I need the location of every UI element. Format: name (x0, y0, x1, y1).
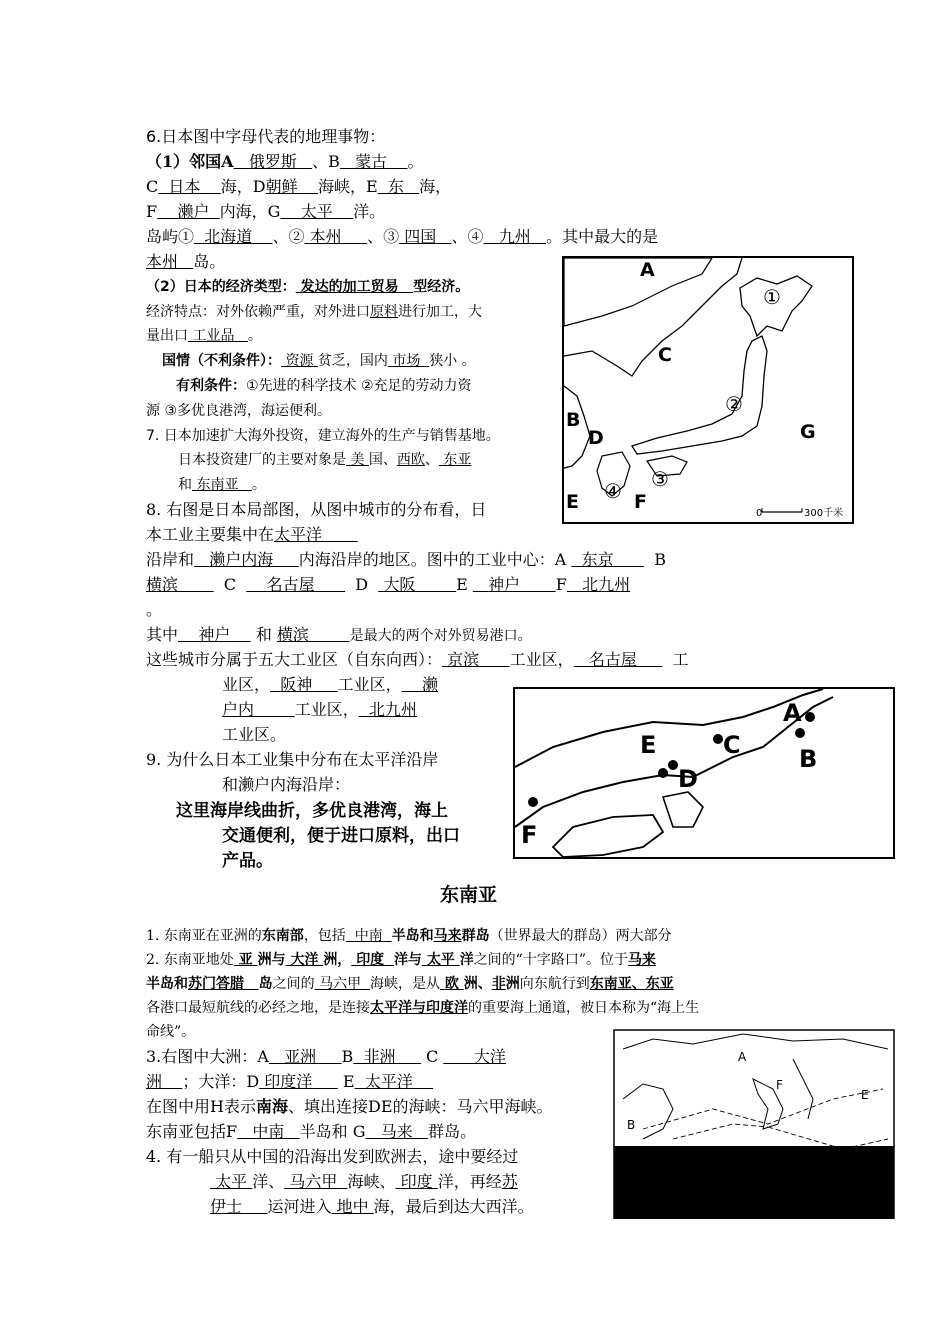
answer-map-indochina[interactable]: 中南 (252, 1122, 285, 1141)
map1-label-d: D (588, 427, 604, 449)
map3-label-e: E (861, 1088, 869, 1102)
zones-line-2: 业区， 阪神 工业区， 濑 (222, 675, 439, 694)
q6-seas: C 日本 海，D朝鲜 海峡，E 东 海， (146, 177, 452, 196)
answer-map-oceania-a[interactable]: 大洋 (473, 1047, 506, 1066)
map1-label-g: G (800, 421, 816, 443)
q6-largest: 本州 岛。 (146, 252, 226, 271)
answer-market[interactable]: 市场 (392, 353, 421, 369)
section-heading: 东南亚 (440, 884, 498, 906)
sea-q3-2: 洲 ；大洋：D 印度洋 E 太平洋 (146, 1072, 413, 1091)
answer-tokyo[interactable]: 东京 (581, 550, 614, 569)
answer-korea-strait[interactable]: 朝鲜 (265, 177, 298, 196)
map2-label-a: A (783, 699, 802, 727)
answer-east-asia[interactable]: 东亚 (443, 452, 472, 468)
answer-west-europe[interactable]: 西欧 (396, 452, 425, 468)
answer-pacific[interactable]: 太平 (300, 202, 333, 221)
sea-q1: 1. 东南亚在亚洲的东南部，包括 中南 半岛和马来群岛（世界最大的群岛）两大部分 (146, 928, 672, 944)
map1-label-b: B (566, 409, 581, 431)
conditions-favorable-1: 有利条件：①先进的科学技术 ②充足的劳动力资 (176, 378, 472, 394)
map1-label-e: E (566, 491, 579, 513)
answer-hokkaido[interactable]: 北海道 (204, 227, 253, 246)
answer-honshu[interactable]: 本州 (309, 227, 342, 246)
answer-kobe-port[interactable]: 神户 (198, 625, 231, 644)
q9-line-1: 9. 为什么日本工业集中分布在太平洋沿岸 (146, 750, 439, 769)
q6-title: 6.日本图中字母代表的地理事物： (146, 127, 386, 146)
answer-japan-sea[interactable]: 日本 (168, 177, 201, 196)
answer-two-oceans[interactable]: 太平洋与印度洋 (370, 1000, 468, 1016)
q7-line-1: 7. 日本加速扩大海外投资，建立海外的生产与销售基地。 (146, 428, 500, 444)
answer-indochina[interactable]: 中南 (354, 928, 383, 944)
answer-pacific-2[interactable]: 太平 (426, 952, 455, 968)
sea-q4-2: 太平 洋、 马六甲 海峡、 印度 洋，再经苏 (215, 1172, 518, 1191)
map1-label-c: C (658, 344, 672, 366)
answer-route-suez-b[interactable]: 伊士 (210, 1197, 243, 1216)
q9-answer-3: 产品。 (222, 851, 273, 871)
answer-pacific-coast[interactable]: 太平洋 (274, 525, 323, 544)
map1-label-3: ③ (651, 467, 669, 491)
q8-line-4: 横滨 C 名古屋 D 大阪 E 神户 F 北九州 (146, 575, 631, 594)
answer-africa[interactable]: 非 (491, 976, 506, 992)
answer-southeast-asia[interactable]: 东南亚 (196, 477, 239, 493)
zones-line-4: 工业区。 (222, 725, 287, 744)
conditions-favorable-2: 源 ③多优良港湾，海运便利。 (146, 403, 332, 419)
econ-feature-1: 经济特点：对外依赖严重，对外进口原料进行加工，大 (146, 304, 482, 320)
answer-route-indian[interactable]: 印度 (400, 1172, 433, 1191)
answer-seto-inland[interactable]: 濑户内海 (209, 550, 274, 569)
answer-mongolia[interactable]: 蒙古 (355, 152, 388, 171)
answer-nagoya[interactable]: 名古屋 (266, 575, 315, 594)
sea-q3-3: 在图中用H表示南海、填出连接DE的海峡：马六甲海峡。 (146, 1097, 553, 1116)
answer-shikoku[interactable]: 四国 (404, 227, 437, 246)
answer-europe[interactable]: 欧 (444, 976, 459, 992)
map2-label-c: C (723, 731, 741, 759)
answer-industrial-goods[interactable]: 工业品 (192, 328, 235, 344)
answer-map-oceania-b[interactable]: 洲 (146, 1072, 163, 1091)
conditions-unfavorable: 国情（不利条件）： 资源 贫乏，国内 市场 狭小 。 (162, 353, 476, 369)
q8-line-3: 沿岸和 濑户内海 内海沿岸的地区。图中的工业中心：A 东京 B (146, 550, 667, 569)
answer-oceania[interactable]: 大洋 (290, 952, 319, 968)
answer-yokohama[interactable]: 横滨 (146, 575, 179, 594)
map2-label-e: E (640, 731, 657, 759)
map1-label-f: F (634, 491, 647, 513)
answer-seto-zone-b[interactable]: 户内 (222, 700, 255, 719)
map1-label-4: ④ (604, 479, 622, 503)
map1-label-a: A (640, 259, 655, 281)
q7-line-3: 和 东南亚 。 (178, 477, 266, 493)
sea-q2-4: 命线”。 (146, 1024, 196, 1040)
answer-resource[interactable]: 资源 (285, 353, 314, 369)
sea-q4-3: 伊士 运河进入 地中 海，最后到达大西洋。 (210, 1197, 534, 1216)
q8-line-5: 。 (146, 600, 163, 619)
q6-islands: 岛屿① 北海道 、② 本州 、③ 四国 、④ 九州 。其中最大的是 (146, 227, 659, 246)
answer-route-pacific[interactable]: 太平 (215, 1172, 248, 1191)
answer-destinations[interactable]: 东南亚、东亚 (589, 976, 674, 992)
answer-indian[interactable]: 印度 (356, 952, 385, 968)
q9-answer-1: 这里海岸线曲折，多优良港湾，海上 (176, 801, 448, 821)
map1-label-1: ① (763, 285, 781, 309)
answer-econ-type[interactable]: 发达的加工贸易 (300, 279, 399, 295)
answer-kitakyushu-zone[interactable]: 北九州 (368, 700, 417, 719)
answer-route-suez-a[interactable]: 苏 (501, 1172, 518, 1191)
sea-q3-1: 3.右图中大洲：A 亚洲 B 非洲 C 大洋 (146, 1047, 506, 1066)
econ-feature-2: 量出口 工业品 。 (146, 328, 262, 344)
map1-label-2: ② (725, 392, 743, 416)
sea-q2-2: 半岛和苏门答腊 岛之间的 马六甲 海峡，是从 欧 洲、非洲向东航行到东南亚、东亚 (146, 976, 674, 992)
q9-line-2: 和濑户内海沿岸： (222, 775, 351, 794)
answer-asia[interactable]: 亚 (238, 952, 253, 968)
answer-hanshin[interactable]: 阪神 (280, 675, 313, 694)
answer-seto-zone-a[interactable]: 濑 (422, 675, 439, 694)
q7-line-2: 日本投资建厂的主要对象是 美 国、西欧、 东亚 (178, 452, 472, 468)
map3-label-a: A (738, 1050, 747, 1064)
map3-label-f: F (776, 1078, 783, 1092)
sea-q3-4: 东南亚包括F 中南 半岛和 G 马来 群岛。 (146, 1122, 477, 1141)
answer-malay-peninsula[interactable]: 马来 (628, 952, 657, 968)
answer-kitakyushu[interactable]: 北九州 (582, 575, 631, 594)
answer-sumatra[interactable]: 苏门答腊 (188, 976, 244, 992)
ports-line: 其中 神户 和 横滨 是最大的两个对外贸易港口。 (146, 625, 532, 644)
q6-neighbors: （1）邻国A 俄罗斯 、B 蒙古 。 (146, 152, 424, 171)
answer-raw-material[interactable]: 原料 (370, 304, 398, 320)
industrial-map (513, 687, 895, 859)
map3-label-b: B (627, 1118, 636, 1132)
answer-chukyo[interactable]: 名古屋 (588, 650, 637, 669)
sea-q2-3: 各港口最短航线的必经之地，是连接太平洋与印度洋的重要海上通道，被日本称为“海上生 (146, 1000, 700, 1016)
answer-malay-arch[interactable]: 马来 (433, 928, 462, 944)
scale-zero: 0 (756, 508, 763, 519)
answer-seto[interactable]: 濑户 (177, 202, 210, 221)
answer-east-sea[interactable]: 东 (387, 177, 404, 196)
zones-line-1: 这些城市分属于五大工业区（自东向西）： 京滨 工业区， 名古屋 工 (146, 650, 689, 669)
answer-malacca[interactable]: 马六甲 (319, 976, 362, 992)
answer-map-indian[interactable]: 印度洋 (264, 1072, 313, 1091)
answer-largest-island[interactable]: 本州 (146, 252, 179, 271)
southeast-asia-map (613, 1029, 895, 1219)
answer-usa[interactable]: 美 (350, 452, 365, 468)
q8-line-2: 本工业主要集中在太平洋 (146, 525, 323, 544)
scale-label: 300千米 (804, 508, 844, 519)
answer-route-med[interactable]: 地中 (336, 1197, 369, 1216)
answer-map-africa[interactable]: 非洲 (363, 1047, 396, 1066)
q6-inland: F 濑户 内海，G 太平 洋。 (146, 202, 386, 221)
answer-map-pacific[interactable]: 太平洋 (364, 1072, 413, 1091)
sea-q2-1: 2. 东南亚地处 亚 洲与 大洋 洲， 印度 洋与 太平 洋之间的“十字路口”。位于马来 (146, 952, 657, 968)
map2-label-b: B (799, 745, 818, 773)
answer-route-malacca[interactable]: 马六甲 (289, 1172, 338, 1191)
map2-label-f: F (521, 821, 538, 849)
answer-map-malay[interactable]: 马来 (380, 1122, 413, 1141)
answer-keihin[interactable]: 京滨 (447, 650, 480, 669)
answer-kyushu[interactable]: 九州 (498, 227, 531, 246)
answer-russia[interactable]: 俄罗斯 (248, 152, 297, 171)
econ-type: （2）日本的经济类型： 发达的加工贸易 型经济。 (146, 279, 470, 295)
answer-map-asia[interactable]: 亚洲 (284, 1047, 317, 1066)
answer-osaka[interactable]: 大阪 (383, 575, 416, 594)
map2-label-d: D (678, 765, 698, 793)
q8-line-1: 8. 右图是日本局部图，从图中城市的分布看，日 (146, 500, 487, 519)
q9-answer-2: 交通便利，便于进口原料，出口 (222, 826, 460, 846)
zones-line-3: 户内 工业区， 北九州 (222, 700, 417, 719)
sea-q4-1: 4. 有一船只从中国的沿海出发到欧洲去，途中要经过 (146, 1147, 519, 1166)
answer-yokohama-port[interactable]: 横滨 (276, 625, 309, 644)
japan-map (562, 256, 854, 524)
answer-kobe[interactable]: 神户 (488, 575, 521, 594)
